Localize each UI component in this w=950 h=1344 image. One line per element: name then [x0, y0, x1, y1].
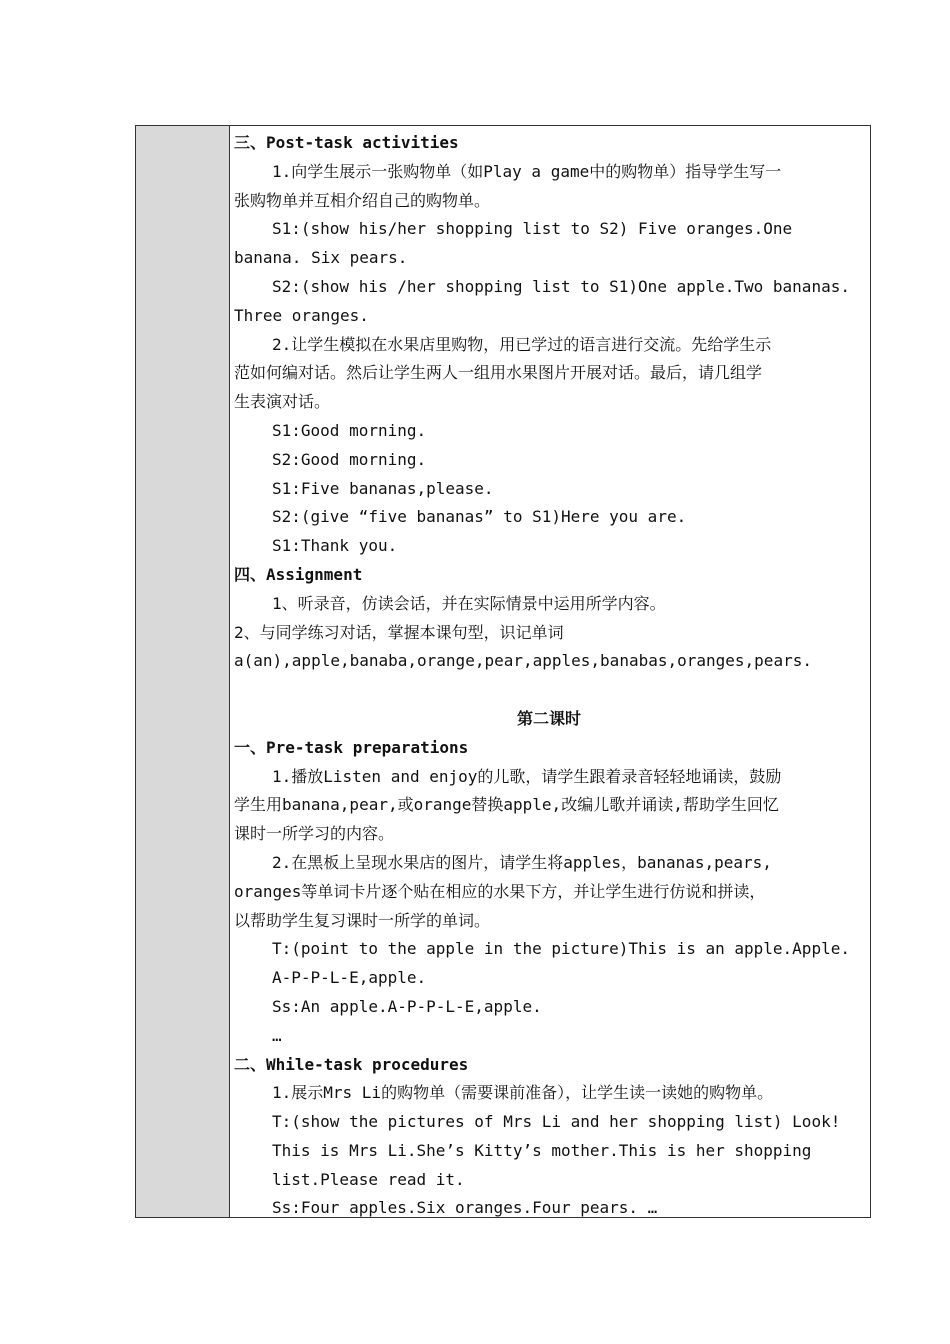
lesson-title: 第二课时: [516, 708, 581, 728]
text-line: 2、与同学练习对话，掌握本课句型，识记单词: [234, 622, 564, 642]
text-line: S2:(give “five bananas” to S1)Here you are.: [272, 507, 687, 527]
text-line: Three oranges.: [234, 305, 369, 325]
text-line: S1:Five bananas,please.: [272, 478, 494, 498]
text-line: 1.向学生展示一张购物单（如Play a game中的购物单）指导学生写一: [272, 161, 782, 181]
text-line: S2:(show his /her shopping list to S1)One apple.Two bananas.: [272, 276, 850, 296]
text-line: 1、听录音，仿读会话，并在实际情景中运用所学内容。: [272, 593, 666, 613]
text-line: …: [272, 1025, 282, 1045]
text-line: S1:Good morning.: [272, 420, 427, 440]
section-heading: 一、Pre-task preparations: [234, 737, 469, 757]
text-line: S2:Good morning.: [272, 449, 427, 469]
text-line: list.Please read it.: [272, 1169, 465, 1189]
text-line: 张购物单并互相介绍自己的购物单。: [234, 190, 491, 210]
text-line: 2.让学生模拟在水果店里购物，用已学过的语言进行交流。先给学生示: [272, 334, 772, 354]
text-line: banana. Six pears.: [234, 248, 408, 268]
text-line: 学生用banana,pear,或orange替换apple,改编儿歌并诵读,帮助学生回忆: [234, 795, 779, 815]
text-line: 以帮助学生复习课时一所学的单词。: [234, 910, 491, 930]
text-line: S1:Thank you.: [272, 536, 398, 556]
text-line: Ss:An apple.A-P-P-L-E,apple.: [272, 996, 542, 1016]
text-line: T:(show the pictures of Mrs Li and her shopping list) Look!: [272, 1112, 841, 1132]
section-heading: 四、Assignment: [234, 564, 363, 584]
text-line: a(an),apple,banaba,orange,pear,apples,banabas,oranges,pears.: [234, 651, 812, 671]
text-line: 生表演对话。: [234, 392, 331, 412]
text-line: 课时一所学习的内容。: [234, 824, 395, 844]
text-line: oranges等单词卡片逐个贴在相应的水果下方，并让学生进行仿说和拼读，: [234, 881, 766, 901]
text-line: S1:(show his/her shopping list to S2) Five oranges.One: [272, 219, 793, 239]
label-column: [136, 126, 230, 1217]
text-line: Ss:Four apples.Six oranges.Four pears. …: [272, 1198, 658, 1217]
content-column: [230, 126, 870, 1217]
lesson-plan-table: [135, 125, 871, 1218]
section-heading: 三、Post-task activities: [234, 133, 459, 152]
text-line: 1.播放Listen and enjoy的儿歌，请学生跟着录音轻轻地诵读，鼓励: [272, 766, 782, 786]
text-line: 1.展示Mrs Li的购物单（需要课前准备），让学生读一读她的购物单。: [272, 1083, 774, 1103]
section-heading: 二、While-task procedures: [234, 1054, 469, 1074]
text-line: This is Mrs Li.She’s Kitty’s mother.This is her shopping: [272, 1140, 812, 1160]
text-line: T:(point to the apple in the picture)This is an apple.Apple.: [272, 939, 850, 959]
text-line: 范如何编对话。然后让学生两人一组用水果图片开展对话。最后，请几组学: [234, 363, 763, 383]
text-line: 2.在黑板上呈现水果店的图片，请学生将apples，bananas,pears,: [272, 852, 772, 872]
text-line: [234, 676, 864, 705]
text-line: A-P-P-L-E,apple.: [272, 968, 427, 988]
